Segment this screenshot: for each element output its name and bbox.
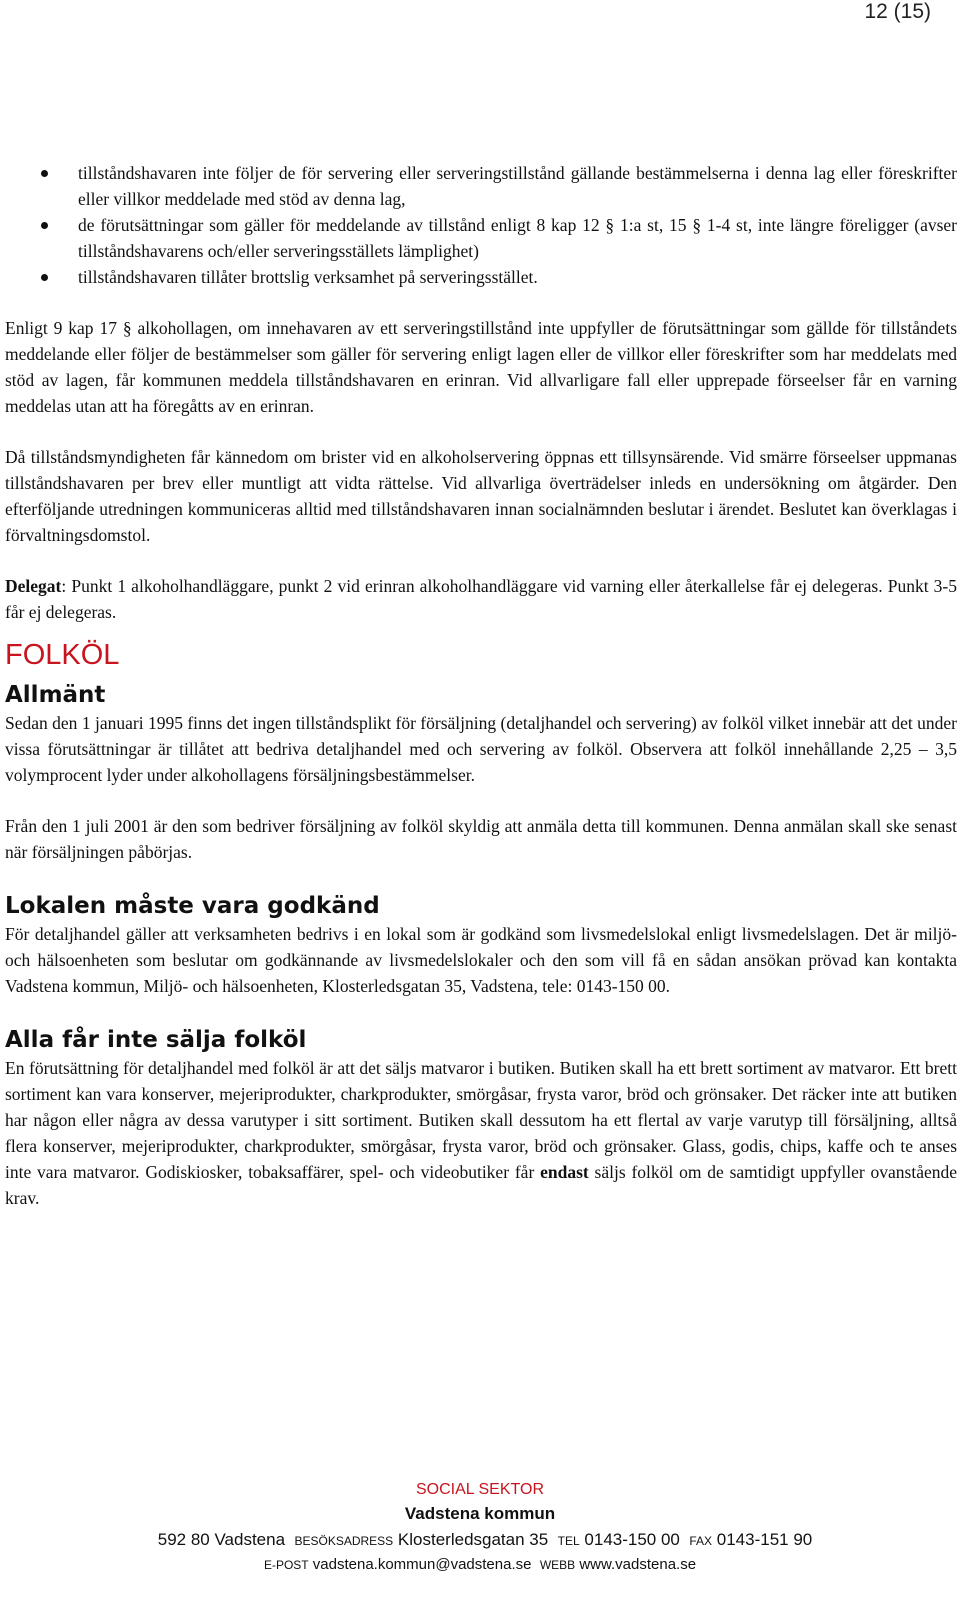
section-title: FOLKÖL xyxy=(5,639,120,671)
web-link[interactable]: www.vadstena.se xyxy=(579,1556,697,1573)
footer-organization: Vadstena kommun xyxy=(404,1504,556,1523)
page-number: 12 (15) xyxy=(864,0,931,23)
emphasis-endast: endast xyxy=(540,1162,589,1182)
footer-address-line: 592 80 Vadstena BESÖKSADRESS Klosterledsgatan 35 TEL 0143-150 00 FAX 0143-151 90 xyxy=(157,1530,813,1549)
list-item: de förutsättningar som gäller för meddelande av tillstånd enligt 8 kap 12 § 1:a st, 15 § 1-4 st, inte längre föreligger (avser tillståndshavarens och/eller serveringsställets lämplighet) xyxy=(5,212,957,264)
paragraph-allmant-1: Sedan den 1 januari 1995 finns det ingen tillståndsplikt för försäljning (detaljhandel och servering) av folköl vilket innebär att det under vissa förutsättningar är tillåtet att bedriva detaljhandel med och servering av folköl. Observera att folköl innehållande 2,25 – 3,5 volymprocent lyder under alkohollagens försäljningsbestämmelser. xyxy=(5,713,957,785)
paragraph-alla: En förutsättning för detaljhandel med folköl är att det säljs matvaror i butiken. Butiken skall ha ett brett sortiment av matvaror. Ett brett sortiment kan vara konserver, mejeriprodukter, charkprodukter, smörgåsar, frysta varor, bröd och grönsaker. Det räcker inte att butiken har någon eller några av dessa varutyper i sitt sortiment. Butiken skall dessutom ha ett flertal av varje varutyp till försäljning, alltså flera konserver, mejeriprodukter, charkprodukter, smörgåsar, frysta varor, bröd och grönsaker. Glass, godis, chips, kaffe och te anses inte vara matvaror. Godiskiosker, tobaksaffärer, spel- och videobutiker får endast säljs folköl om de samtidigt uppfyller ovanstående krav. xyxy=(5,1058,957,1208)
page-footer xyxy=(0,1473,960,1576)
footer-contact-line: E-POST vadstena.kommun@vadstena.se WEBB www.vadstena.se xyxy=(263,1556,697,1573)
paragraph-allmant-2: Från den 1 juli 2001 är den som bedriver försäljning av folköl skyldig att anmäla detta till kommunen. Denna anmälan skall ske senast när försäljningen påbörjas. xyxy=(5,816,957,862)
paragraph-delegat: Delegat: Punkt 1 alkoholhandläggare, punkt 2 vid erinran alkoholhandläggare vid varning eller återkallelse får ej delegeras. Punkt 3-5 får ej delegeras. xyxy=(5,576,957,622)
footer-department: SOCIAL SEKTOR xyxy=(415,1481,545,1498)
bullet-list xyxy=(5,160,957,290)
heading-alla: Alla får inte sälja folköl xyxy=(5,1027,307,1053)
bullet-icon xyxy=(41,274,48,281)
heading-lokalen: Lokalen måste vara godkänd xyxy=(5,893,380,919)
list-item: tillståndshavaren tillåter brottslig verksamhet på serveringsstället. xyxy=(5,264,957,290)
document-body xyxy=(5,160,957,1211)
list-item: tillståndshavaren inte följer de för servering eller serveringstillstånd gällande bestämmelserna i denna lag eller föreskrifter eller villkor meddelade med stöd av denna lag, xyxy=(5,160,957,212)
bullet-icon xyxy=(41,170,48,177)
bullet-icon xyxy=(41,222,48,229)
paragraph-lokalen: För detaljhandel gäller att verksamheten bedrivs i en lokal som är godkänd som livsmedelslokal enligt livsmedelslagen. Det är miljö- och hälsoenheten som beslutar om godkännande av livsmedelslokaler och den som vill få en sådan ansökan prövad kan kontakta Vadstena kommun, Miljö- och hälsoenheten, Klosterledsgatan 35, Vadstena, tele: 0143-150 00. xyxy=(5,924,957,996)
delegat-label: Delegat xyxy=(5,576,62,596)
heading-allmant: Allmänt xyxy=(5,682,106,708)
paragraph-tillsyn: Då tillståndsmyndigheten får kännedom om brister vid en alkoholservering öppnas ett tillsynsärende. Vid smärre förseelser uppmanas tillståndshavaren per brev eller muntligt att vidta rättelse. Vid allvarliga överträdelser inleds en undersökning om åtgärder. Den efterföljande utredningen kommuniceras alltid med tillståndshavaren innan socialnämnden beslutar i ärendet. Beslutet kan överklagas i förvaltningsdomstol. xyxy=(5,447,957,545)
email-link[interactable]: vadstena.kommun@vadstena.se xyxy=(312,1556,532,1573)
paragraph-erinran: Enligt 9 kap 17 § alkohollagen, om innehavaren av ett serveringstillstånd inte uppfyller de förutsättningar som gällde för tillståndets meddelande eller följer de bestämmelser som gäller för servering enligt lagen eller de villkor eller föreskrifter som har meddelats med stöd av lagen, får kommunen meddela tillståndshavaren en erinran. Vid allvarligare fall eller upprepade förseelser får en varning meddelas utan att ha föregåtts av en erinran. xyxy=(5,318,957,416)
